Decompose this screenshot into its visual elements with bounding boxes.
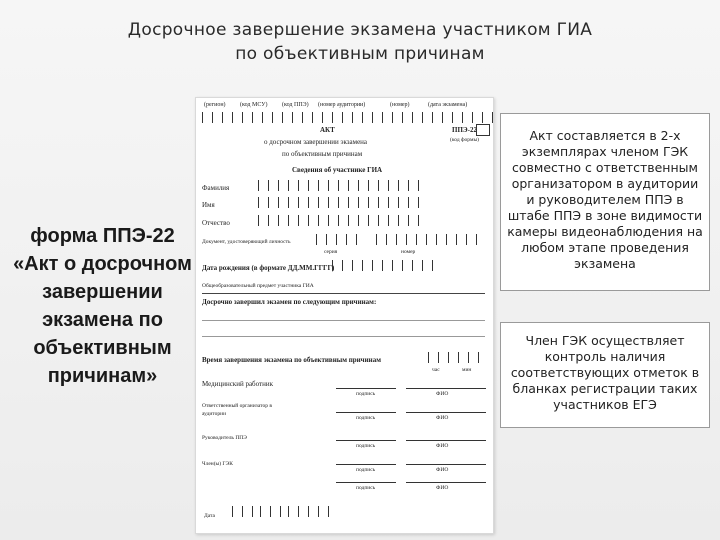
- gek-fio-line-1: [406, 464, 486, 465]
- gek-fio-caption-2: ФИО: [436, 485, 449, 491]
- header-field-msu: (код МСУ): [240, 102, 268, 108]
- header-field-exam-date: (дата экзамена): [428, 102, 468, 108]
- header-field-auditorium: (номер аудитории): [318, 102, 366, 108]
- number-label: номер: [401, 249, 416, 255]
- form-code-note: (код формы): [450, 137, 479, 143]
- date-year-cells: [288, 506, 329, 517]
- gek-sign-caption-2: подпись: [356, 485, 376, 491]
- gek-sign-line-1: [336, 464, 396, 465]
- organizer-fio-caption: ФИО: [436, 415, 449, 421]
- head-label: Руководитель ППЭ: [202, 435, 247, 441]
- subject-label: Общеобразовательный предмет участника ГИА: [202, 283, 314, 289]
- act-subtitle-1: о досрочном завершении экзамена: [264, 138, 368, 146]
- head-sign-caption: подпись: [356, 443, 376, 449]
- date-label: Дата: [204, 513, 215, 519]
- organizer-label: Ответственный организатор в аудитории: [202, 403, 272, 417]
- end-time-label: Время завершения экзамена по объективным причинам: [202, 356, 381, 364]
- act-title: АКТ: [320, 126, 335, 134]
- document-id-label: Документ, удостоверяющий личность: [202, 239, 291, 245]
- form-code: ППЭ-22: [452, 126, 477, 134]
- subject-separator: [202, 293, 485, 294]
- gek-sign-line-2: [336, 482, 396, 483]
- head-fio-line: [406, 440, 486, 441]
- form-code-box: [476, 124, 490, 136]
- name-label: Имя: [202, 201, 215, 209]
- head-fio-caption: ФИО: [436, 443, 449, 449]
- gek-fio-caption-1: ФИО: [436, 467, 449, 473]
- birth-date-cells: [332, 260, 433, 271]
- patronymic-cells: [258, 215, 419, 226]
- surname-label: Фамилия: [202, 184, 230, 192]
- medic-sign-caption: подпись: [356, 391, 376, 397]
- header-field-region: (регион): [204, 102, 226, 108]
- slide-title: [0, 18, 720, 66]
- header-cells: [202, 112, 494, 123]
- participant-section-title: Сведения об участнике ГИА: [292, 166, 383, 174]
- header-field-ppe: (код ППЭ): [282, 102, 309, 108]
- note-gek-control: Член ГЭК осуществляет контроль наличия соответствующих отметок в бланках регистрации таких участников ЕГЭ: [500, 322, 710, 428]
- organizer-sign-line: [336, 412, 396, 413]
- act-subtitle-2: по объективным причинам: [282, 150, 363, 158]
- medic-fio-caption: ФИО: [436, 391, 449, 397]
- end-time-minute-label: мин: [462, 367, 472, 373]
- series-label: серия: [324, 249, 338, 255]
- reasons-line-2: [202, 336, 485, 337]
- birth-date-label: Дата рождения (в формате ДД.ММ.ГГГГ): [202, 264, 335, 272]
- patronymic-label: Отчество: [202, 219, 230, 227]
- organizer-fio-line: [406, 412, 486, 413]
- end-time-minute-cells: [458, 352, 479, 363]
- medic-sign-line: [336, 388, 396, 389]
- form-caption: форма ППЭ-22 «Акт о досрочном завершении экзамена по объективным причинам»: [13, 225, 192, 387]
- header-field-number: (номер): [390, 102, 410, 108]
- date-day-cells: [232, 506, 253, 517]
- end-time-hour-cells: [428, 352, 449, 363]
- document-series-cells: [316, 234, 357, 245]
- name-cells: [258, 197, 419, 208]
- document-number-cells: [376, 234, 477, 245]
- gek-sign-caption-1: подпись: [356, 467, 376, 473]
- note-act-procedure: Акт составляется в 2-х экземплярах членом ГЭК совместно с ответственным организатором в аудитории и руководителем ППЭ в штабе ППЭ в зоне видимости камеры видеонаблюдения на любом этапе проведения экзамена: [500, 113, 710, 291]
- gek-fio-line-2: [406, 482, 486, 483]
- head-sign-line: [336, 440, 396, 441]
- surname-cells: [258, 180, 419, 191]
- medic-label: Медицинский работник: [202, 380, 273, 388]
- medic-fio-line: [406, 388, 486, 389]
- reasons-line-1: [202, 320, 485, 321]
- gek-label: Член(ы) ГЭК: [202, 461, 233, 467]
- organizer-sign-caption: подпись: [356, 415, 376, 421]
- reasons-label: Досрочно завершил экзамен по следующим причинам:: [202, 298, 377, 306]
- form-ppe22-document: [195, 97, 494, 534]
- slide-title-line-2: по объективным причинам: [235, 44, 485, 64]
- slide-title-line-1: Досрочное завершение экзамена участником ГИА: [127, 20, 593, 40]
- date-month-cells: [260, 506, 281, 517]
- end-time-hour-label: час: [432, 367, 440, 373]
